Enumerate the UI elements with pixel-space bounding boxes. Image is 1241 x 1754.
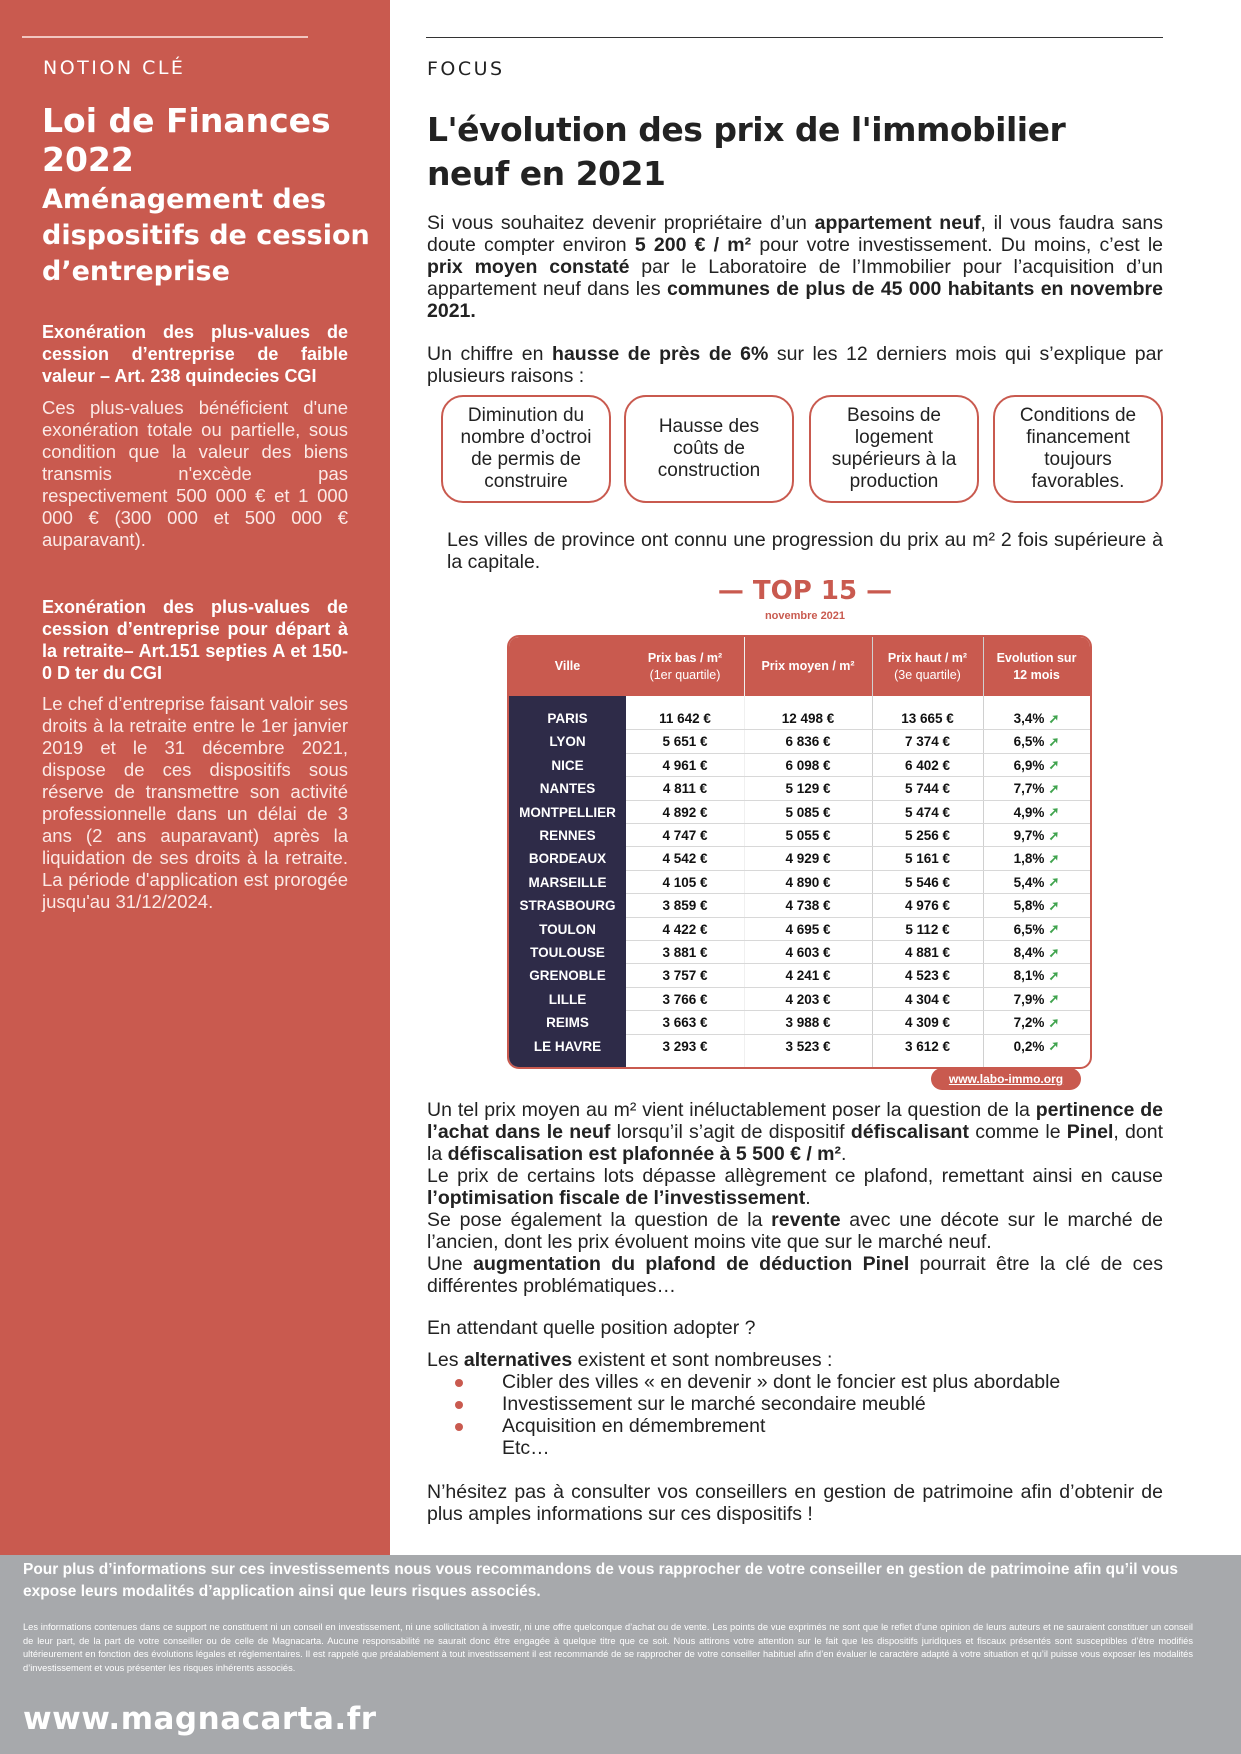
cell-avg-price: 4 603 €: [785, 945, 831, 960]
table-row: [509, 801, 1090, 824]
cell-evolution: 5,8% ➚: [1013, 897, 1060, 914]
list-item: Cibler des villes « en devenir » dont le foncier est plus abordable: [427, 1371, 1060, 1393]
pinel-paragraph: Un tel prix moyen au m² vient inéluctablement poser la question de la pertinence de l’achat dans le neuf lorsqu’il s’agit de dispositif défiscalisant comme le Pinel, dont la défiscalisation est plafonnée à 5 500 € / m².: [427, 1099, 1164, 1165]
sidebar-section1-heading: Exonération des plus-values de cession d’entreprise de faible valeur – Art. 238 quindecies CGI: [42, 322, 348, 386]
footer-disclaimer: Les informations contenues dans ce support ne constituent ni un conseil en investissement, ni une sollicitation à investir, ni une offre quelconque d’achat ou de vente. Les points de vue exprimés ne sont que le reflet d’une opinion de leurs auteurs et ne sauraient constituer un conseil de leur part, de la part de votre conseiller ou de celle de Magnacarta. Aucune responsabilité ne saurait donc être engagée à quelque titre que ce soit. Nous attirons votre attention sur le fait que les dispositifs juridiques et fiscaux présentés sont susceptibles d’être modifiés ultérieurement en fonction des évolutions légales et réglementaires. Il est rappelé que préalablement à tout investissement il est recommandé de se rapprocher de votre conseiller habituel afin d’en évaluer le caractère adapté à votre situation et qu’il puisse vous exposer les modalités d’investissement et vous présenter les risques inhérents associés.: [23, 1622, 1193, 1673]
cell-evolution: 4,9% ➚: [1013, 804, 1060, 820]
cell-evolution: 6,5% ➚: [1013, 733, 1060, 750]
sidebar-notion-cle: [0, 0, 390, 1555]
cell-low-price: 4 422 €: [662, 921, 708, 937]
cell-evolution: 8,1% ➚: [1013, 967, 1060, 984]
article-title: L'évolution des prix de l'immobilier neuf en 2021: [427, 110, 1066, 193]
header-low-price: Prix bas / m² (1er quartile): [647, 650, 723, 682]
alternatives-list: [427, 1371, 1060, 1459]
cell-evolution: 6,9% ➚: [1013, 757, 1060, 773]
cell-high-price: 5 744 €: [904, 781, 951, 797]
cell-evolution: 9,7% ➚: [1013, 827, 1060, 843]
sidebar-section1-text: Ces plus-values bénéficient d'une exonération totale ou partielle, sous condition que la valeur des biens transmis n'excède pas respectivement 500 000 € et 1 000 000 € (300 000 et 500 000 € auparavant).: [42, 397, 348, 550]
cell-high-price: 6 402 €: [904, 757, 951, 773]
table-row: [509, 1011, 1090, 1034]
trend-up-icon: ➚: [1048, 733, 1060, 749]
cell-avg-price: 4 241 €: [785, 968, 831, 984]
cell-avg-price: 5 085 €: [785, 804, 831, 820]
cell-avg-price: 6 836 €: [785, 734, 831, 750]
cell-low-price: 3 881 €: [662, 945, 708, 960]
focus-kicker: FOCUS: [427, 58, 505, 80]
cell-evolution: 7,7% ➚: [1013, 780, 1060, 797]
footer-lead: Pour plus d’informations sur ces investissements nous vous recommandons de vous rapprocher de votre conseiller en gestion de patrimoine afin qu’il vous expose leurs modalités d’application ainsi que leurs risques associés.: [23, 1561, 1179, 1600]
cell-city: NICE: [551, 757, 584, 773]
province-paragraph: Les villes de province ont connu une progression du prix au m² 2 fois supérieure à la capitale.: [447, 529, 1163, 573]
cell-evolution: 7,2% ➚: [1013, 1014, 1060, 1031]
cell-city: NANTES: [539, 781, 596, 797]
cell-avg-price: 4 929 €: [785, 851, 831, 867]
table-row: [509, 824, 1090, 847]
cell-low-price: 4 892 €: [662, 804, 708, 820]
plafond-paragraph: Une augmentation du plafond de déduction Pinel pourrait être la clé de ces différentes problématiques…: [427, 1253, 1163, 1297]
cell-avg-price: 5 055 €: [785, 828, 831, 843]
trend-up-icon: ➚: [1048, 991, 1060, 1007]
cell-evolution: 8,4% ➚: [1013, 944, 1060, 960]
header-avg-price: Prix moyen / m²: [761, 659, 855, 673]
sidebar-section2-text: Le chef d’entreprise faisant valoir ses droits à la retraite entre le 1er janvier 2019 et le 31 décembre 2021, dispose de ces dispositifs sous réserve de transmettre son activité professionnelle dans un délai de 3 ans (2 ans auparavant) après la liquidation de ses droits à la retraite. La période d'application est prorogée jusqu'au 31/12/2024.: [42, 693, 348, 912]
cell-city: MARSEILLE: [528, 874, 607, 890]
cell-high-price: 4 309 €: [904, 1015, 951, 1031]
cell-evolution: 0,2% ➚: [1013, 1038, 1060, 1054]
cell-avg-price: 3 523 €: [785, 1038, 831, 1054]
cell-avg-price: 4 695 €: [785, 921, 831, 937]
header-city: Ville: [554, 659, 581, 673]
cell-low-price: 3 859 €: [662, 898, 708, 914]
top15-price-table: [507, 635, 1092, 1069]
table-row: [509, 964, 1090, 987]
cell-avg-price: 6 098 €: [785, 757, 831, 773]
trend-up-icon: ➚: [1048, 1038, 1060, 1054]
cell-low-price: 11 642 €: [659, 711, 711, 726]
cell-low-price: 3 766 €: [662, 991, 708, 1007]
cell-low-price: 4 542 €: [662, 851, 708, 867]
table-row: [509, 918, 1090, 941]
cell-city: BORDEAUX: [528, 851, 607, 867]
sidebar-subtitle: Aménagement des dispositifs de cession d’entreprise: [42, 184, 370, 287]
table-row: [509, 871, 1090, 894]
bullet-icon: [455, 1423, 463, 1431]
table-row: [509, 941, 1090, 964]
cell-high-price: 13 665 €: [901, 711, 954, 726]
trend-up-icon: ➚: [1048, 944, 1060, 960]
cell-low-price: 3 757 €: [662, 968, 708, 984]
cell-avg-price: 4 890 €: [785, 874, 831, 890]
cell-low-price: 4 105 €: [662, 874, 708, 890]
trend-up-icon: ➚: [1048, 780, 1060, 796]
cell-low-price: 3 293 €: [662, 1038, 708, 1054]
optimisation-paragraph: Le prix de certains lots dépasse allègrement ce plafond, remettant ainsi en cause l’optimisation fiscale de l’investissement.: [427, 1165, 1163, 1209]
footer: [0, 1555, 1241, 1754]
sidebar-kicker: NOTION CLÉ: [43, 57, 186, 79]
cell-high-price: 5 256 €: [904, 828, 951, 843]
cell-high-price: 7 374 €: [904, 734, 951, 750]
trend-up-icon: ➚: [1048, 1014, 1060, 1030]
closing-paragraph: N’hésitez pas à consulter vos conseillers en gestion de patrimoine afin d’obtenir de plus amples informations sur ces dispositifs !: [427, 1481, 1163, 1525]
table-row: [509, 988, 1090, 1011]
bullet-icon: [455, 1401, 463, 1409]
cell-evolution: 3,4% ➚: [1013, 710, 1060, 726]
trend-up-icon: ➚: [1048, 874, 1060, 890]
table-row: [509, 754, 1090, 777]
trend-up-icon: ➚: [1048, 850, 1060, 866]
cell-low-price: 5 651 €: [662, 734, 708, 750]
header-evolution: Evolution sur 12 mois: [996, 650, 1077, 682]
sidebar-title: Loi de Finances 2022: [42, 101, 331, 179]
cell-high-price: 5 112 €: [905, 921, 950, 937]
list-item: Investissement sur le marché secondaire meublé: [427, 1393, 1060, 1415]
cell-high-price: 4 976 €: [904, 898, 951, 914]
trend-up-icon: ➚: [1048, 897, 1060, 913]
reason-box: Conditions de financement toujours favorables.: [993, 395, 1163, 503]
cell-high-price: 4 304 €: [904, 991, 951, 1007]
list-item-etc: Etc…: [502, 1437, 550, 1459]
table-row: [509, 707, 1090, 730]
cell-high-price: 5 161 €: [904, 851, 951, 867]
cell-city: MONTPELLIER: [519, 804, 616, 820]
source-link[interactable]: www.labo-immo.org: [931, 1068, 1081, 1090]
sidebar-section2-heading: Exonération des plus-values de cession d’entreprise pour départ à la retraite– Art.151 septies A et 150-0 D ter du CGI: [42, 597, 348, 683]
trend-up-icon: ➚: [1048, 827, 1060, 843]
cell-low-price: 4 811 €: [662, 781, 708, 797]
table-header: [509, 637, 1090, 696]
cell-city: RENNES: [539, 828, 596, 843]
table-row: [509, 894, 1090, 917]
cell-avg-price: 4 738 €: [785, 898, 831, 914]
table-row: [509, 847, 1090, 870]
trend-up-icon: ➚: [1048, 710, 1060, 726]
cell-low-price: 4 961 €: [662, 757, 708, 773]
cell-high-price: 4 881 €: [904, 945, 951, 960]
header-high-price: Prix haut / m² (3e quartile): [887, 650, 968, 682]
cell-city: REIMS: [546, 1015, 589, 1031]
alternatives-intro: Les alternatives existent et sont nombreuses :: [427, 1349, 833, 1371]
footer-website-link[interactable]: www.magnacarta.fr: [23, 1701, 377, 1737]
question-paragraph: En attendant quelle position adopter ?: [427, 1317, 756, 1339]
resale-paragraph: Se pose également la question de la revente avec une décote sur le marché de l’ancien, dont les prix évoluent moins vite que sur le marché neuf.: [427, 1209, 1163, 1253]
trend-up-icon: ➚: [1048, 757, 1060, 773]
cell-avg-price: 4 203 €: [785, 991, 831, 1007]
cell-avg-price: 3 988 €: [785, 1015, 831, 1031]
cell-city: TOULON: [539, 921, 596, 937]
cell-evolution: 5,4% ➚: [1013, 874, 1060, 890]
top15-title: — TOP 15 —: [717, 576, 893, 606]
cell-high-price: 5 546 €: [904, 874, 951, 890]
table-row: [509, 777, 1090, 800]
table-row: [509, 1035, 1090, 1058]
top15-date: novembre 2021: [764, 610, 846, 622]
list-item: Acquisition en démembrement: [427, 1415, 1060, 1437]
cell-high-price: 3 612 €: [904, 1038, 951, 1054]
cell-city: LE HAVRE: [533, 1038, 602, 1054]
table-row: [509, 730, 1090, 753]
cell-city: PARIS: [547, 711, 588, 726]
cell-high-price: 5 474 €: [904, 804, 951, 820]
cell-city: STRASBOURG: [519, 898, 616, 914]
cell-city: TOULOUSE: [530, 945, 605, 960]
reason-box: Hausse des coûts de construction: [624, 395, 794, 503]
intro-paragraph: Si vous souhaitez devenir propriétaire d’un appartement neuf, il vous faudra sans doute compter environ 5 200 € / m² pour votre investissement. Du moins, c’est le prix moyen constaté par le Laboratoire de l’Immobilier pour l’acquisition d’un appartement neuf dans les communes de plus de 45 000 habitants en novembre 2021.: [427, 212, 1164, 322]
trend-up-icon: ➚: [1048, 804, 1060, 820]
main-divider: [426, 37, 1163, 38]
sidebar-divider: [22, 36, 308, 38]
cell-city: LILLE: [548, 991, 587, 1007]
cell-city: LYON: [549, 734, 586, 750]
cell-city: GRENOBLE: [529, 968, 606, 984]
cell-evolution: 1,8% ➚: [1013, 850, 1060, 867]
rise-paragraph: Un chiffre en hausse de près de 6% sur les 12 derniers mois qui s’explique par plusieurs raisons :: [427, 343, 1163, 387]
cell-evolution: 6,5% ➚: [1013, 921, 1060, 937]
cell-low-price: 3 663 €: [662, 1015, 708, 1031]
reason-box: Besoins de logement supérieurs à la production: [809, 395, 979, 503]
cell-high-price: 4 523 €: [904, 968, 951, 984]
bullet-icon: [455, 1379, 463, 1387]
cell-low-price: 4 747 €: [662, 828, 708, 843]
trend-up-icon: ➚: [1048, 967, 1060, 983]
reasons-row: [441, 395, 1169, 507]
cell-avg-price: 5 129 €: [785, 781, 831, 797]
reason-box: Diminution du nombre d’octroi de permis de construire: [441, 395, 611, 503]
cell-evolution: 7,9% ➚: [1013, 991, 1060, 1007]
cell-avg-price: 12 498 €: [781, 711, 835, 726]
trend-up-icon: ➚: [1048, 921, 1060, 937]
